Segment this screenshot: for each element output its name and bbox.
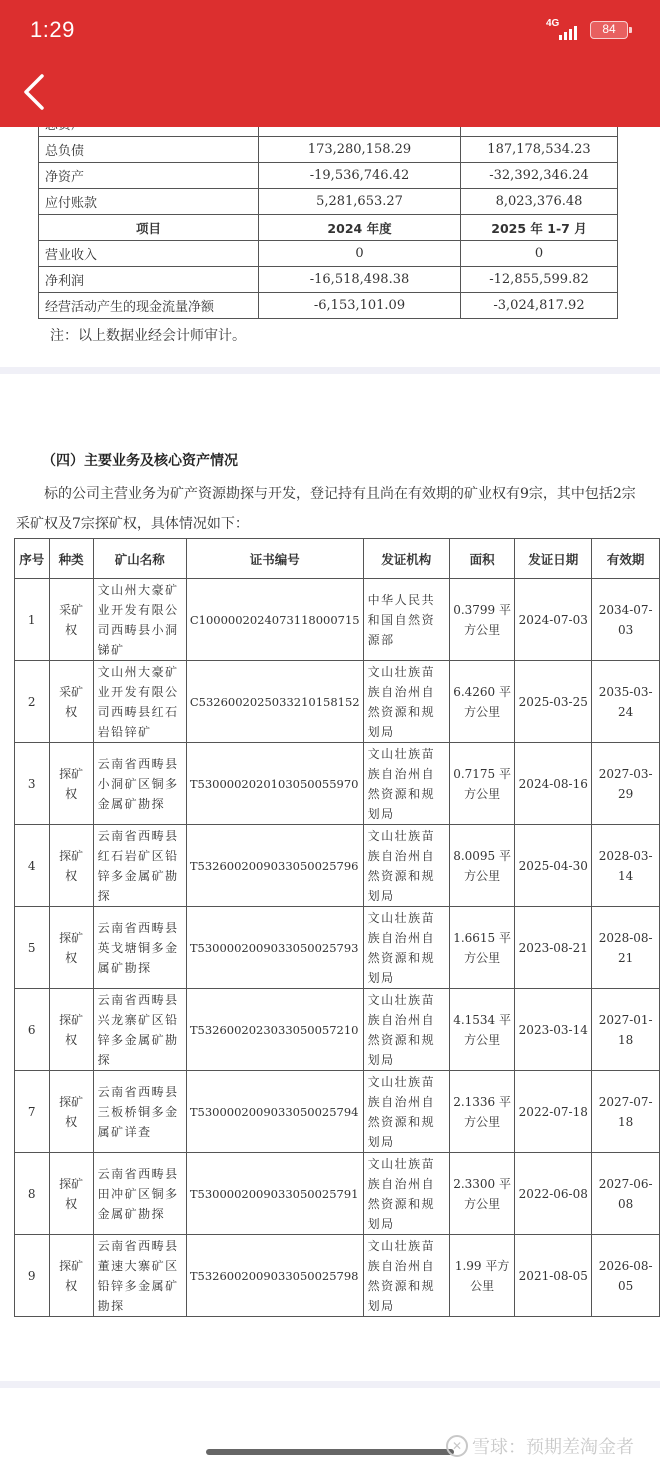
- cell-issue-date: 2024-07-03: [515, 579, 592, 661]
- header-2025: 2025 年 1-7 月: [461, 215, 618, 241]
- cell-kind: 探矿权: [49, 1071, 93, 1153]
- cell-issue-date: 2021-08-05: [515, 1235, 592, 1317]
- cell-org: 文山壮族苗族自治州自然资源和规划局: [363, 825, 449, 907]
- cell-expiry: 2028-08-21: [592, 907, 660, 989]
- cell-kind: 探矿权: [49, 989, 93, 1071]
- value-2025: 187,178,534.23: [461, 137, 618, 163]
- header-2024: 2024 年度: [259, 215, 461, 241]
- col-header-name: 矿山名称: [93, 539, 186, 579]
- cell-area: 0.7175 平方公里: [449, 743, 514, 825]
- cell-kind: 探矿权: [49, 1153, 93, 1235]
- cell-issue-date: 2023-08-21: [515, 907, 592, 989]
- cell-no: 9: [15, 1235, 50, 1317]
- watermark-text: 雪球：预期差淘金者: [472, 1437, 634, 1458]
- table-row: [15, 1153, 660, 1235]
- table-row: [39, 137, 618, 163]
- cell-expiry: 2027-07-18: [592, 1071, 660, 1153]
- cell-no: 5: [15, 907, 50, 989]
- cell-no: 1: [15, 579, 50, 661]
- back-button[interactable]: [18, 72, 54, 112]
- cell-name: 云南省西畴县红石岩矿区铅锌多金属矿勘探: [93, 825, 186, 907]
- cell-name: 云南省西畴县田冲矿区铜多金属矿勘探: [93, 1153, 186, 1235]
- col-header-area: 面积: [449, 539, 514, 579]
- cell-cert: C1000002024073118000715: [186, 579, 363, 661]
- mining-rights-table: [14, 538, 660, 1317]
- cell-issue-date: 2025-03-25: [515, 661, 592, 743]
- cell-area: 1.99 平方公里: [449, 1235, 514, 1317]
- cell-area: 2.3300 平方公里: [449, 1153, 514, 1235]
- cell-kind: 探矿权: [49, 1235, 93, 1317]
- cell-kind: 探矿权: [49, 825, 93, 907]
- cell-area: 2.1336 平方公里: [449, 1071, 514, 1153]
- cell-cert: T5300002009033050025791: [186, 1153, 363, 1235]
- col-header-org: 发证机构: [363, 539, 449, 579]
- cell-issue-date: 2025-04-30: [515, 825, 592, 907]
- cell-cert: C5326002025033210158152: [186, 661, 363, 743]
- table-header-row: [15, 539, 660, 579]
- col-header-cert: 证书编号: [186, 539, 363, 579]
- table-row: [15, 661, 660, 743]
- col-header-issue-date: 发证日期: [515, 539, 592, 579]
- cell-issue-date: 2022-07-18: [515, 1071, 592, 1153]
- watermark: [446, 1433, 634, 1459]
- cell-name: 云南省西畴县董速大寨矿区铅锌多金属矿勘探: [93, 1235, 186, 1317]
- cell-name: 云南省西畴县小洞矿区铜多金属矿勘探: [93, 743, 186, 825]
- table-row: [39, 241, 618, 267]
- cell-no: 8: [15, 1153, 50, 1235]
- cell-kind: 探矿权: [49, 743, 93, 825]
- cell-cert: T5300002020103050055970: [186, 743, 363, 825]
- cell-no: 2: [15, 661, 50, 743]
- value-2025: -3,024,817.92: [461, 293, 618, 319]
- cell-cert: T5326002009033050025798: [186, 1235, 363, 1317]
- cell-org: 文山壮族苗族自治州自然资源和规划局: [363, 1235, 449, 1317]
- table-row: [15, 1071, 660, 1153]
- cell-issue-date: 2024-08-16: [515, 743, 592, 825]
- row-label: 总负债: [39, 137, 259, 163]
- cell-org: 文山壮族苗族自治州自然资源和规划局: [363, 1153, 449, 1235]
- app-header: [0, 0, 660, 127]
- cell-expiry: 2027-06-08: [592, 1153, 660, 1235]
- table-row: [15, 989, 660, 1071]
- row-label: 经营活动产生的现金流量净额: [39, 293, 259, 319]
- value-2024: -16,518,498.38: [259, 267, 461, 293]
- home-indicator[interactable]: [206, 1449, 454, 1455]
- table-row: [39, 163, 618, 189]
- snowball-logo-icon: ✕: [446, 1435, 468, 1457]
- table-row: [15, 907, 660, 989]
- cell-expiry: 2026-08-05: [592, 1235, 660, 1317]
- section-divider: [0, 1381, 660, 1388]
- cell-expiry: 2035-03-24: [592, 661, 660, 743]
- header-item: 项目: [39, 215, 259, 241]
- table-row: [39, 189, 618, 215]
- cell-no: 3: [15, 743, 50, 825]
- cell-area: 1.6615 平方公里: [449, 907, 514, 989]
- cell-cert: T5326002009033050025796: [186, 825, 363, 907]
- chevron-left-icon: [18, 72, 54, 112]
- row-label: 净利润: [39, 267, 259, 293]
- value-2024: 5,281,653.27: [259, 189, 461, 215]
- cell-org: 文山壮族苗族自治州自然资源和规划局: [363, 661, 449, 743]
- table-row: [15, 743, 660, 825]
- cell-name: 文山州大豪矿业开发有限公司西畴县小洞锑矿: [93, 579, 186, 661]
- cellular-signal-icon: [546, 20, 582, 40]
- value-2025: -12,855,599.82: [461, 267, 618, 293]
- cell-cert: T5326002023033050057210: [186, 989, 363, 1071]
- value-2024: 0: [259, 241, 461, 267]
- cell-org: 中华人民共和国自然资源部: [363, 579, 449, 661]
- section-paragraph: 标的公司主营业务为矿产资源勘探与开发，登记持有且尚在有效期的矿业权有9宗，其中包括2宗采矿权及7宗探矿权，具体情况如下：: [16, 486, 636, 532]
- col-header-expiry: 有效期: [592, 539, 660, 579]
- financial-table: [38, 110, 618, 319]
- row-label: 应付账款: [39, 189, 259, 215]
- audit-note: 注：以上数据业经会计师审计。: [50, 328, 246, 344]
- value-2024: -19,536,746.42: [259, 163, 461, 189]
- cell-org: 文山壮族苗族自治州自然资源和规划局: [363, 907, 449, 989]
- value-2024: 173,280,158.29: [259, 137, 461, 163]
- mining-rights-body: [15, 579, 660, 1317]
- cell-cert: T5300002009033050025794: [186, 1071, 363, 1153]
- section-divider: [0, 367, 660, 374]
- cell-cert: T5300002009033050025793: [186, 907, 363, 989]
- cell-expiry: 2027-03-29: [592, 743, 660, 825]
- table-row: [39, 267, 618, 293]
- table-row: [39, 293, 618, 319]
- cell-area: 0.3799 平方公里: [449, 579, 514, 661]
- cell-kind: 采矿权: [49, 661, 93, 743]
- section-title: （四）主要业务及核心资产情况: [42, 453, 238, 469]
- value-2025: 8,023,376.48: [461, 189, 618, 215]
- cell-name: 云南省西畴县三板桥铜多金属矿详查: [93, 1071, 186, 1153]
- cell-kind: 采矿权: [49, 579, 93, 661]
- cell-area: 8.0095 平方公里: [449, 825, 514, 907]
- cell-org: 文山壮族苗族自治州自然资源和规划局: [363, 989, 449, 1071]
- cell-no: 4: [15, 825, 50, 907]
- cell-expiry: 2027-01-18: [592, 989, 660, 1071]
- table-row: [15, 1235, 660, 1317]
- row-label: 营业收入: [39, 241, 259, 267]
- table-row: [15, 579, 660, 661]
- col-header-no: 序号: [15, 539, 50, 579]
- cell-no: 6: [15, 989, 50, 1071]
- status-indicators: [546, 20, 628, 40]
- cell-issue-date: 2022-06-08: [515, 1153, 592, 1235]
- cell-org: 文山壮族苗族自治州自然资源和规划局: [363, 743, 449, 825]
- cell-org: 文山壮族苗族自治州自然资源和规划局: [363, 1071, 449, 1153]
- cell-expiry: 2034-07-03: [592, 579, 660, 661]
- cell-name: 云南省西畴县兴龙寨矿区铅锌多金属矿勘探: [93, 989, 186, 1071]
- cell-no: 7: [15, 1071, 50, 1153]
- cell-kind: 探矿权: [49, 907, 93, 989]
- value-2025: 0: [461, 241, 618, 267]
- cell-name: 文山州大豪矿业开发有限公司西畴县红石岩铅锌矿: [93, 661, 186, 743]
- value-2025: -32,392,346.24: [461, 163, 618, 189]
- battery-icon: 84: [590, 21, 628, 39]
- status-time: 1:29: [30, 17, 75, 42]
- table-header-row: [39, 215, 618, 241]
- value-2024: -6,153,101.09: [259, 293, 461, 319]
- table-row: [15, 825, 660, 907]
- cell-name: 云南省西畴县英戈塘铜多金属矿勘探: [93, 907, 186, 989]
- col-header-kind: 种类: [49, 539, 93, 579]
- cell-expiry: 2028-03-14: [592, 825, 660, 907]
- cell-area: 6.4260 平方公里: [449, 661, 514, 743]
- network-type: 4G: [546, 18, 560, 29]
- cell-area: 4.1534 平方公里: [449, 989, 514, 1071]
- row-label: 净资产: [39, 163, 259, 189]
- cell-issue-date: 2023-03-14: [515, 989, 592, 1071]
